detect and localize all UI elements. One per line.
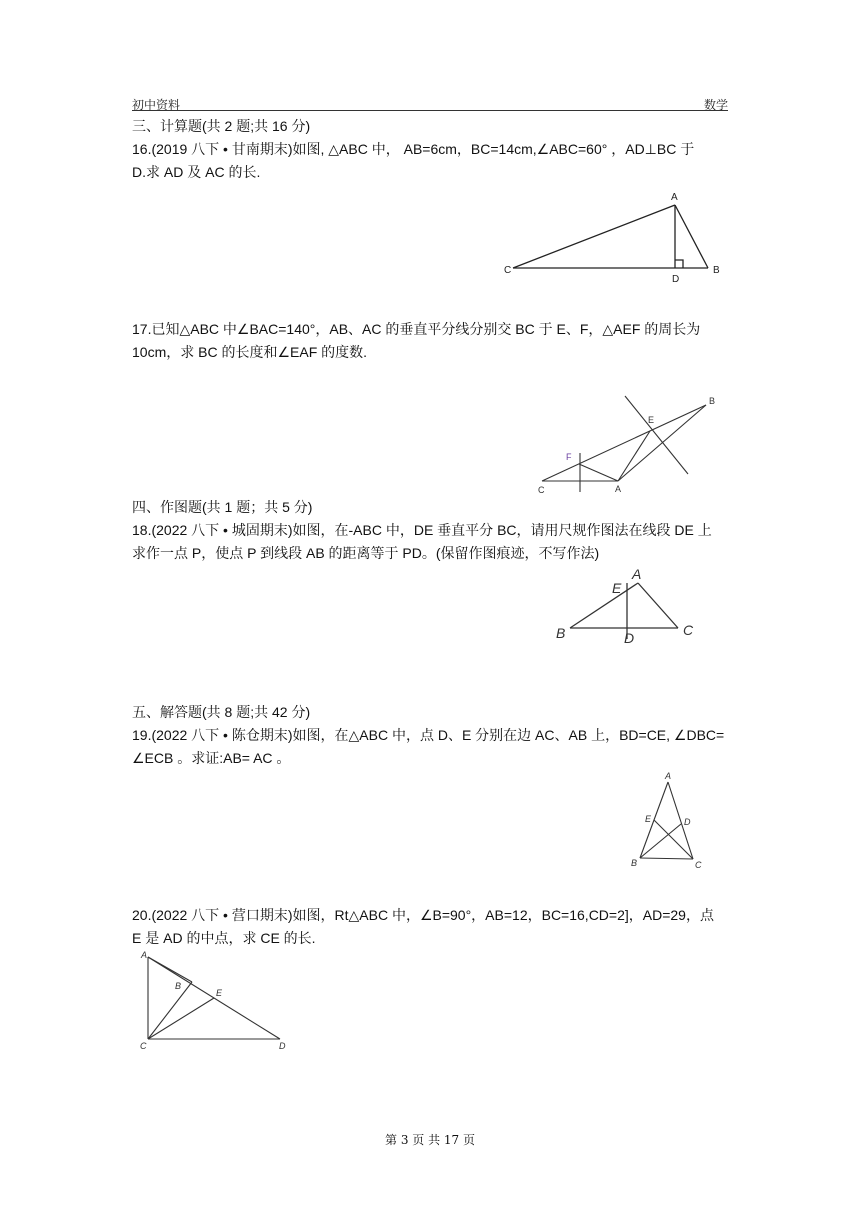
q19-side-bc	[640, 858, 693, 859]
q16-side-ab	[675, 205, 708, 268]
q20-text-line-1: 20.(2022 八下 • 营口期末)如图，Rt△ABC 中，∠B=90°，AB=12，BC=16,CD=2]，AD=29，点	[132, 907, 714, 923]
q20-label-e: E	[216, 988, 223, 998]
q17-text-line-1: 17.已知△ABC 中∠BAC=140°，AB、AC 的垂直平分线分别交 BC 于 E、F，△AEF 的周长为	[132, 321, 701, 337]
q16-label-c: C	[504, 265, 512, 276]
q18-label-e: E	[612, 580, 622, 596]
q16-label-b: B	[713, 265, 720, 276]
q17-label-e: E	[648, 415, 655, 425]
q20-label-b: B	[175, 981, 182, 991]
q20-segment-bc	[148, 982, 192, 1039]
q17-label-a: A	[615, 484, 622, 494]
q20-label-a: A	[141, 950, 148, 960]
q18-text-line-1: 18.(2022 八下 • 城固期末)如图，在-ABC 中，DE 垂直平分 BC，请用尺规作图法在线段 DE 上	[132, 522, 712, 538]
q17-label-b: B	[709, 396, 716, 406]
header-right: 数学	[703, 98, 728, 112]
q18-label-b: B	[556, 625, 566, 641]
q18-figure	[550, 563, 700, 648]
q18-label-d: D	[624, 630, 635, 646]
q16-text-line-1: 16.(2019 八下 • 甘南期末)如图, △ABC 中， AB=6cm，BC=14cm,∠ABC=60° ，AD⊥BC 于	[132, 141, 695, 157]
q17-label-c: C	[538, 485, 545, 494]
q17-side-cb	[542, 405, 706, 481]
header-rule	[132, 110, 728, 111]
q20-text-line-2: E 是 AD 的中点，求 CE 的长.	[132, 930, 316, 946]
q18-label-a: A	[632, 566, 642, 582]
q17-bisector-ab	[625, 396, 688, 474]
q19-label-e: E	[645, 814, 652, 824]
q19-label-a: A	[665, 771, 672, 781]
q18-text-line-2: 求作一点 P，使点 P 到线段 AB 的距离等于 PD。(保留作图痕迹，不写作法)	[132, 545, 600, 561]
page-footer: 第 3 页 共 17 页	[385, 1133, 475, 1147]
q20-segment-ce	[148, 998, 214, 1039]
q19-label-c: C	[695, 860, 702, 870]
q19-label-d: D	[684, 817, 691, 827]
q19-text-line-2: ∠ECB 。求证:AB= AC 。	[132, 750, 291, 766]
q19-label-b: B	[631, 858, 638, 868]
header-left: 初中资料	[132, 98, 181, 112]
q19-text-line-1: 19.(2022 八下 • 陈仓期末)如图，在△ABC 中，点 D、E 分别在边 AC、AB 上，BD=CE, ∠DBC=	[132, 727, 725, 743]
q16-text-line-2: D.求 AD 及 AC 的长.	[132, 164, 261, 180]
section-4-heading: 四、作图题(共 1 题；共 5 分)	[132, 499, 313, 515]
q16-side-ca	[513, 205, 675, 268]
q17-text-line-2: 10cm，求 BC 的长度和∠EAF 的度数.	[132, 344, 368, 360]
q17-figure	[530, 388, 730, 494]
q19-figure	[625, 770, 710, 872]
q20-label-d: D	[279, 1041, 286, 1051]
q16-right-angle-mark	[675, 260, 683, 268]
q18-label-c: C	[683, 622, 694, 638]
section-5-heading: 五、解答题(共 8 题;共 42 分)	[132, 704, 311, 720]
section-3-heading: 三、计算题(共 2 题;共 16 分)	[132, 118, 311, 134]
q17-label-f: F	[566, 452, 572, 462]
q16-label-d: D	[672, 274, 680, 285]
q20-label-c: C	[140, 1041, 147, 1051]
q18-side-ba	[570, 583, 638, 628]
q16-figure	[500, 188, 730, 288]
q18-side-ac	[638, 583, 678, 628]
q20-segment-ab	[148, 957, 192, 982]
q16-label-a: A	[671, 192, 678, 203]
q17-segment-af	[579, 464, 618, 481]
q20-figure	[135, 948, 300, 1053]
q17-side-ab	[618, 405, 706, 481]
